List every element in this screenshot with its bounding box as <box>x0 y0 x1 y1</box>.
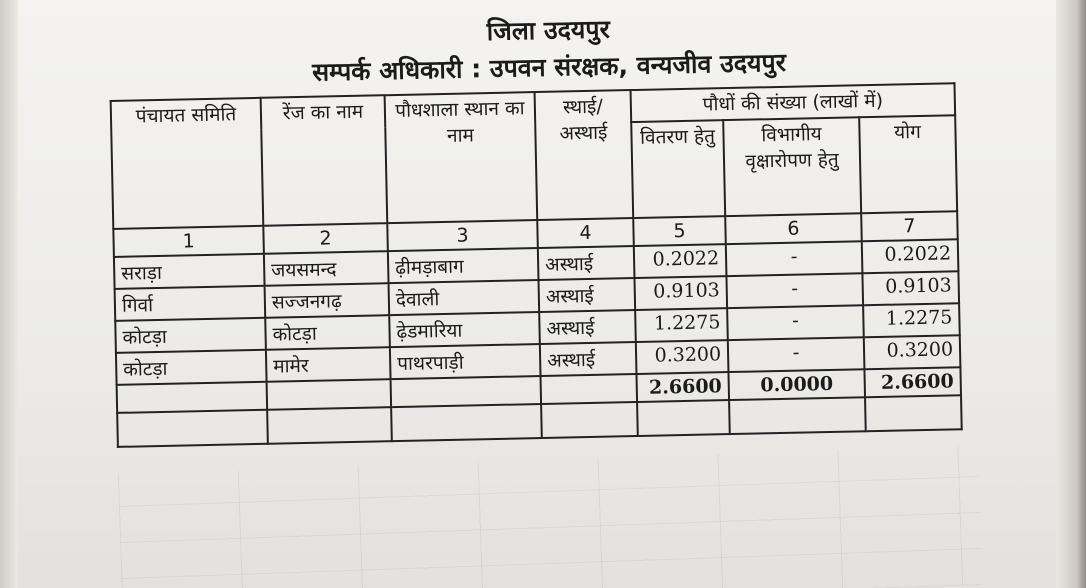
cell-status: अस्थाई <box>539 310 636 344</box>
blank-cell <box>729 397 866 434</box>
cell-panchayat: सराड़ा <box>114 254 265 289</box>
cell-panchayat: कोटड़ा <box>116 350 267 385</box>
page-edge-right <box>1056 0 1086 588</box>
cell-nursery: देवाली <box>389 280 540 315</box>
cell-distribution: 0.9103 <box>634 276 727 310</box>
cell-status: अस्थाई <box>538 246 635 280</box>
totals-empty-3 <box>391 376 542 407</box>
cell-total: 0.2022 <box>862 239 959 273</box>
nursery-table <box>110 82 963 448</box>
col-number-4: 4 <box>537 218 634 248</box>
cell-status: अस्थाई <box>538 278 635 312</box>
blank-cell <box>391 404 542 441</box>
grand-total: 2.6600 <box>864 367 961 397</box>
cell-total: 0.9103 <box>862 271 959 305</box>
cell-departmental: - <box>728 337 865 372</box>
cell-status: अस्थाई <box>540 342 637 376</box>
blank-cell <box>637 400 730 436</box>
blank-cell <box>865 395 962 431</box>
cell-nursery: ढ़ेडमारिया <box>389 312 540 347</box>
header-plants-group: पौधों की संख्या (लाखों में) <box>631 83 956 122</box>
header-nursery: पौधशाला स्थान का नाम <box>385 92 538 223</box>
cell-distribution: 0.2022 <box>634 244 727 278</box>
contact-officer-title: सम्पर्क अधिकारी : उपवन संरक्षक, वन्यजीव उदयपुर <box>311 47 787 87</box>
header-panchayat: पंचायत समिति <box>111 98 264 229</box>
header-distribution: वितरण हेतु <box>631 120 725 218</box>
cell-range: मामेर <box>266 347 391 382</box>
district-title: जिला उदयपुर <box>486 14 611 47</box>
col-number-2: 2 <box>263 223 388 254</box>
cell-panchayat: कोटड़ा <box>115 318 266 353</box>
cell-departmental: - <box>727 305 864 340</box>
cell-total: 1.2275 <box>863 303 960 337</box>
cell-nursery: पाथरपाड़ी <box>390 344 541 379</box>
totals-empty-2 <box>267 379 392 410</box>
header-total: योग <box>859 115 957 213</box>
header-range: रेंज का नाम <box>261 95 388 226</box>
blank-cell <box>541 402 638 438</box>
cell-departmental: - <box>726 241 863 276</box>
totals-empty-4 <box>541 374 638 404</box>
cell-distribution: 0.3200 <box>636 340 729 374</box>
cell-range: जयसमन्द <box>264 251 389 286</box>
cell-distribution: 1.2275 <box>635 308 728 342</box>
cell-panchayat: गिर्वा <box>115 286 266 321</box>
cell-nursery: ढ़ीमड़ाबाग <box>388 248 539 283</box>
total-distribution: 2.6600 <box>636 372 729 402</box>
col-number-5: 5 <box>633 216 726 246</box>
header-status: स्थाई/ अस्थाई <box>535 90 634 220</box>
cell-range: कोटड़ा <box>265 315 390 350</box>
col-number-3: 3 <box>387 220 538 251</box>
col-number-1: 1 <box>113 226 264 257</box>
cell-total: 0.3200 <box>864 335 961 369</box>
total-departmental: 0.0000 <box>728 369 865 400</box>
cell-range: सज्जनगढ़ <box>265 283 390 318</box>
cell-departmental: - <box>726 273 863 308</box>
bleed-through-grid <box>118 445 982 588</box>
totals-empty-1 <box>117 382 268 413</box>
blank-cell <box>117 410 268 447</box>
col-number-6: 6 <box>725 213 862 244</box>
document-content <box>108 4 997 448</box>
page-edge-left <box>0 0 18 588</box>
header-departmental: विभागीय वृक्षारोपण हेतु <box>723 117 861 216</box>
blank-cell <box>267 407 392 444</box>
col-number-7: 7 <box>861 211 958 241</box>
